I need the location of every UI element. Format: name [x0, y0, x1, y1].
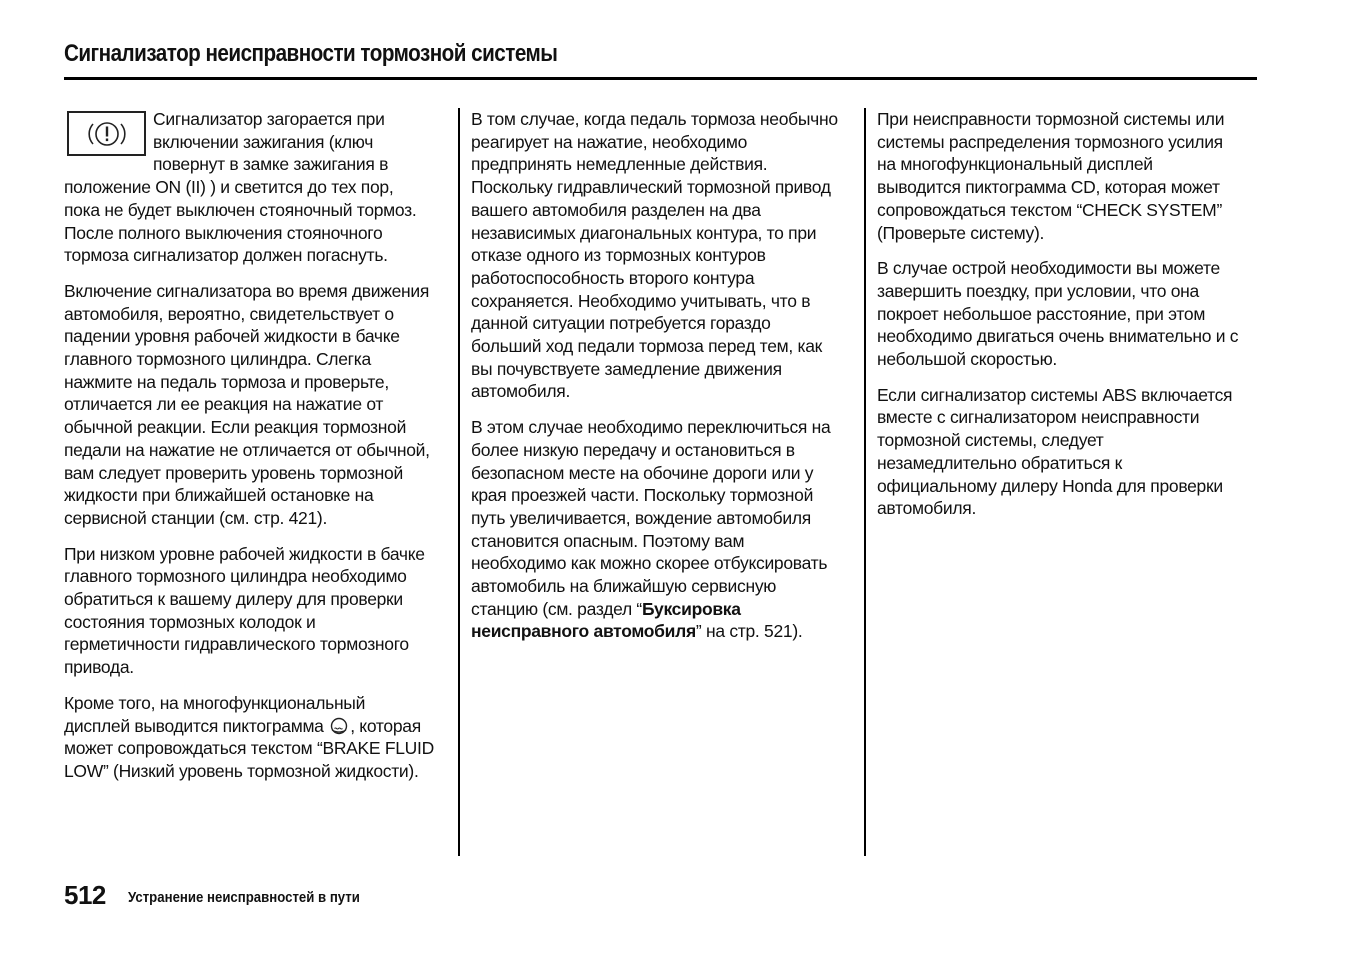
paragraph-towing: [471, 416, 855, 643]
page-title: Сигнализатор неисправности тормозной системы: [64, 40, 558, 67]
display-text-before: Кроме того, на многофункциональный дисплей выводится пиктограмма: [64, 692, 366, 736]
intro-rest: положение ON (II) ) и светится до тех пор, пока не будет выключен стояночный тормоз. После полного выключения стояночного тормоза сигнализатор должен погаснуть.: [64, 177, 417, 266]
paragraph-display-icon: [64, 692, 446, 783]
paragraph-driving-warning: Включение сигнализатора во время движения автомобиля, вероятно, свидетельствует о падении уровня рабочей жидкости в бачке главного тормозного цилиндра. Слегка нажмите на педаль тормоза и проверьте, отличается ли ее реакция на нажатие от обычной реакции. Если реакция тормозной педали на нажатие не отличается от обычной, вам следует проверить уровень тормозной жидкости при ближайшей остановке на сервисной станции (см. стр. 421).: [64, 280, 430, 528]
column-divider: [864, 108, 866, 856]
display-text-after: , которая может сопровождаться текстом “BRAKE FLUID LOW” (Низкий уровень тормозной жидкости).: [64, 715, 434, 781]
title-rule: [64, 77, 1257, 80]
paragraph-abs: Если сигнализатор системы ABS включается вместе с сигнализатором неисправности тормозной системы, следует незамедлительно обратиться к официальному дилеру Honda для проверки автомобиля.: [877, 384, 1233, 519]
paragraph-warning-intro: [64, 108, 446, 267]
column-right: [877, 108, 1257, 533]
paragraph-pedal-response: В том случае, когда педаль тормоза необычно реагирует на нажатие, необходимо предпринять немедленные действия. Поскольку гидравлический тормозной привод вашего автомобиля разделен на два независимых диагональных контура, то при отказе одного из тормозных контуров работоспособность второго контура сохраняется. Необходимо учитывать, что в данной ситуации потребуется гораздо больший ход педали тормоза перед тем, как вы почувствуете замедление движения автомобиля.: [471, 109, 838, 402]
column-left: [64, 108, 446, 796]
paragraph-check-system: При неисправности тормозной системы или системы распределения тормозного усилия на многофункциональный дисплей выводится пиктограмма CD, которая может сопровождаться текстом “CHECK SYSTEM” (Проверьте систему).: [877, 109, 1225, 243]
intro-line-1: Сигнализатор загорается при: [153, 109, 385, 129]
column-middle: [471, 108, 855, 656]
brake-fluid-icon: [328, 717, 350, 735]
towing-text-end: ” на стр. 521).: [695, 621, 803, 642]
intro-line-3: повернут в замке зажигания в: [153, 154, 389, 175]
paragraph-low-fluid: При низком уровне рабочей жидкости в бачке главного тормозного цилиндра необходимо обратиться к вашему дилеру для проверки состояния тормозных колодок и герметичности гидравлического тормозного привода.: [64, 543, 425, 678]
column-divider: [458, 108, 460, 856]
intro-line-2: включении зажигания (ключ: [153, 131, 374, 152]
paragraph-emergency: В случае острой необходимости вы можете завершить поездку, при условии, что она покроет небольшое расстояние, при этом необходимо двигаться очень внимательно и с небольшой скоростью.: [877, 258, 1239, 370]
page-number: 512: [64, 880, 106, 910]
towing-text-start: В этом случае необходимо переключиться на более низкую передачу и остановиться в безопасном месте на обочине дороги или у края проезжей части. Поскольку тормозной путь увеличивается, вождение автомобиля становится опасным. Поэтому вам необходимо как можно скорее отбуксировать автомобиль на ближайшую сервисную станцию (см. раздел “: [471, 417, 831, 619]
section-name: Устранение неисправностей в пути: [128, 889, 360, 906]
towing-section-link: Буксировка неисправного автомобиля: [471, 598, 741, 642]
